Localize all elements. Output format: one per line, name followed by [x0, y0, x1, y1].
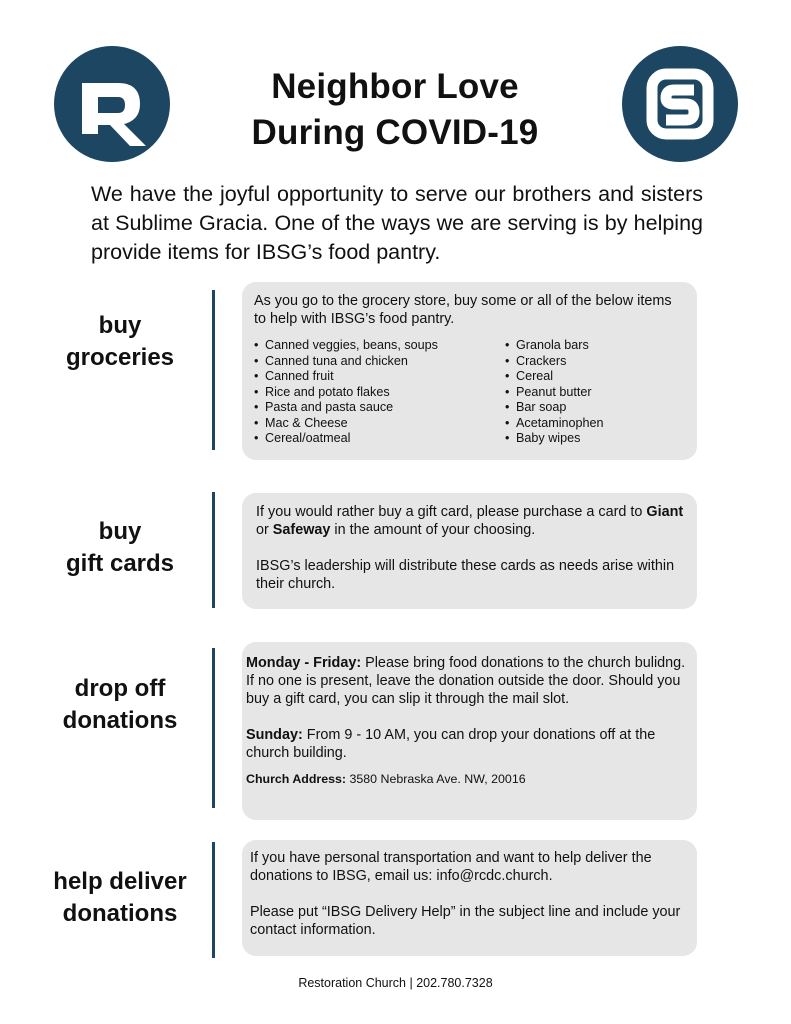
deliver-heading-line-2: donations	[62, 900, 178, 927]
dropoff-weekday-body: Please bring food donations to the church bulidng. If no one is present, leave the donation outside the door. Should you buy a gift card, you can slip it through the mail slot.	[246, 655, 686, 707]
list-item: • Baby wipes	[505, 431, 675, 447]
giftcards-text-a: If you would rather buy a gift card, please purchase a card to	[256, 504, 647, 520]
deliver-heading	[30, 866, 210, 930]
dropoff-sunday-text	[246, 726, 687, 762]
dropoff-weekday-label: Monday - Friday:	[246, 655, 362, 671]
list-item: • Crackers	[505, 354, 675, 370]
list-item: • Cereal	[505, 369, 675, 385]
giftcards-store-safeway: Safeway	[272, 522, 331, 538]
dropoff-heading-line-1: drop off	[74, 675, 166, 702]
list-item: • Granola bars	[505, 338, 675, 354]
church-address-label: Church Address:	[246, 772, 347, 786]
list-item: • Acetaminophen	[505, 416, 675, 432]
giftcards-text-b: in the amount of your choosing.	[330, 522, 536, 538]
intro-paragraph: We have the joyful opportunity to serve our brothers and sisters at Sublime Gracia. One of the ways we are serving is by helping provide items for IBSG’s food pantry.	[91, 182, 703, 264]
church-address	[246, 771, 687, 787]
groceries-divider	[212, 290, 215, 450]
dropoff-sunday-body: From 9 - 10 AM, you can drop your donations off at the church building.	[246, 727, 656, 761]
deliver-paragraph-1: If you have personal transportation and want to help deliver the donations to IBSG, email us: info@rcdc.church.	[250, 850, 652, 884]
page-title	[190, 64, 600, 156]
list-item: • Rice and potato flakes	[254, 385, 505, 401]
giftcards-paragraph-2: IBSG’s leadership will distribute these cards as needs arise within their church.	[256, 558, 675, 592]
giftcards-store-giant: Giant	[646, 504, 684, 520]
restoration-r-logo	[54, 46, 170, 162]
groceries-item-lists	[254, 338, 683, 447]
title-line-1: Neighbor Love	[271, 67, 519, 106]
list-item: • Peanut butter	[505, 385, 675, 401]
groceries-list-right	[505, 338, 675, 447]
list-item: • Mac & Cheese	[254, 416, 505, 432]
giftcards-box	[242, 493, 697, 609]
sublime-s-logo	[622, 46, 738, 162]
dropoff-box	[242, 642, 697, 820]
dropoff-weekday-text	[246, 654, 687, 708]
groceries-heading	[30, 310, 210, 374]
dropoff-sunday-label: Sunday:	[246, 727, 303, 743]
dropoff-heading	[30, 673, 210, 737]
deliver-paragraph-2: Please put “IBSG Delivery Help” in the subject line and include your contact information.	[250, 904, 681, 938]
list-item: • Canned fruit	[254, 369, 505, 385]
footer-contact: Restoration Church | 202.780.7328	[298, 976, 493, 990]
deliver-box	[242, 840, 697, 956]
list-item: • Cereal/oatmeal	[254, 431, 505, 447]
list-item: • Canned tuna and chicken	[254, 354, 505, 370]
dropoff-divider	[212, 648, 215, 808]
groceries-heading-line-2: groceries	[65, 344, 175, 371]
giftcards-heading	[30, 516, 210, 580]
groceries-box	[242, 282, 697, 460]
giftcards-heading-line-1: buy	[98, 518, 142, 545]
giftcards-heading-line-2: gift cards	[65, 550, 175, 577]
giftcards-text-or: or	[256, 522, 273, 538]
giftcards-divider	[212, 492, 215, 608]
giftcards-paragraph-1	[256, 503, 685, 539]
dropoff-heading-line-2: donations	[62, 707, 178, 734]
deliver-heading-line-1: help deliver	[53, 868, 187, 895]
groceries-intro-text: As you go to the grocery store, buy some or all of the below items to help with IBSG’s food pantry.	[254, 293, 672, 327]
list-item: • Bar soap	[505, 400, 675, 416]
list-item: • Pasta and pasta sauce	[254, 400, 505, 416]
list-item: • Canned veggies, beans, soups	[254, 338, 505, 354]
groceries-list-left	[254, 338, 505, 447]
title-line-2: During COVID-19	[251, 113, 539, 152]
s-logo-icon	[622, 46, 738, 162]
deliver-divider	[212, 842, 215, 958]
r-logo-icon	[54, 46, 170, 162]
groceries-heading-line-1: buy	[98, 312, 142, 339]
church-address-value: 3580 Nebraska Ave. NW, 20016	[346, 772, 526, 786]
